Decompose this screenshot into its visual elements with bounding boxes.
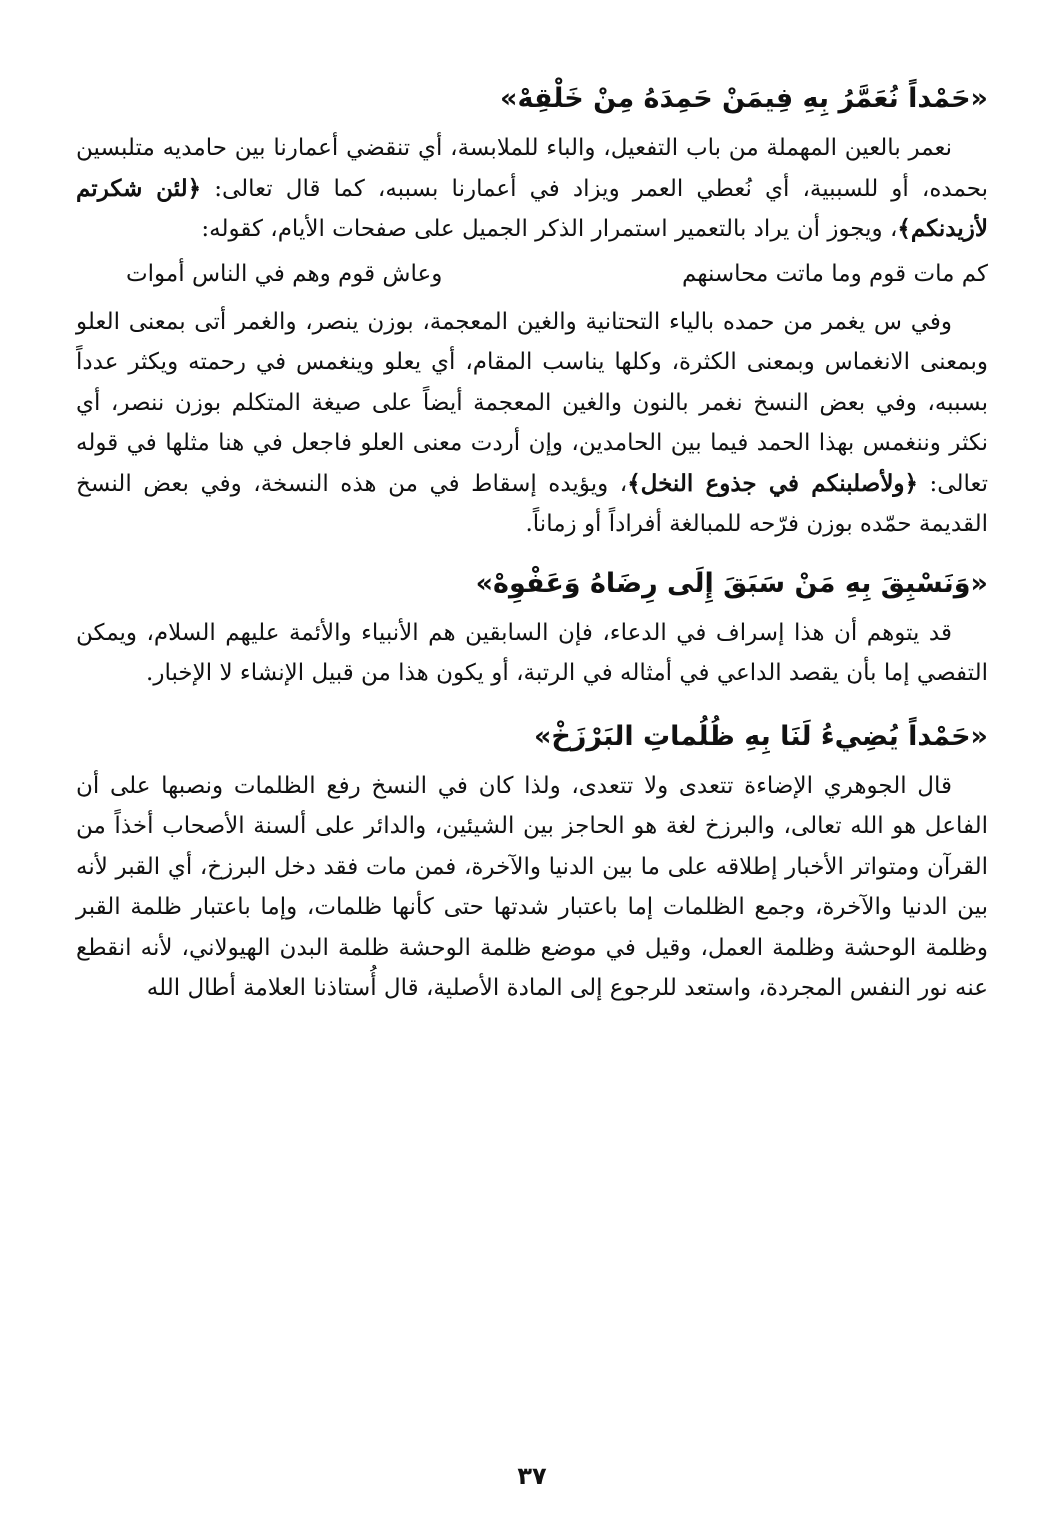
document-page bbox=[76, 70, 988, 1490]
text-run: نعمر بالعين المهملة من باب التفعيل، والباء للملابسة، أي تنقضي أعمارنا بين حامديه متلبسين بحمده، أو للسببية، أي نُعطي العمر ويزاد في أعمارنا بسببه، كما قال تعالى: bbox=[76, 135, 988, 202]
section-heading-barzakh: «حَمْداً يُضِيءُ لَنَا بِهِ ظُلُماتِ البَرْزَخْ» bbox=[533, 720, 988, 752]
quran-verse: ﴿ولأصلبنكم في جذوع النخل﴾ bbox=[627, 469, 919, 497]
poem-second-hemistich: وعاش قوم وهم في الناس أموات bbox=[126, 260, 443, 287]
text-run: ، ويجوز أن يراد بالتعمير استمرار الذكر الجميل على صفحات الأيام، كقوله: bbox=[201, 216, 898, 242]
paragraph-lifespan bbox=[76, 128, 988, 250]
poem-first-hemistich: كم مات قوم وما ماتت محاسنهم bbox=[682, 260, 988, 287]
section-heading-racing: «وَنَسْبِقَ بِهِ مَنْ سَبَقَ إِلَى رِضَاهُ وَعَفْوِهْ» bbox=[475, 567, 988, 599]
paragraph-barzakh: قال الجوهري الإضاءة تتعدى ولا تتعدى، ولذا كان في النسخ رفع الظلمات ونصبها على أن الفاعل هو الله تعالى، والبرزخ لغة هو الحاجز بين الشيئين، والدائر على ألسنة الأصحاب أخذاً من القرآن ومتواتر الأخبار إطلاقه على ما بين الدنيا والآخرة، فمن مات فقد دخل البرزخ، أي القبر لأنه بين الدنيا والآخرة، وجمع الظلمات إما باعتبار شدتها حتى كأنها ظلمات، وإما باعتبار ظلمة القبر وظلمة الوحشة وظلمة العمل، وقيل في موضع ظلمة الوحشة ظلمة البدن الهيولاني، لأنه انقطع عنه نور النفس المجردة، واستعد للرجوع إلى المادة الأصلية، قال أُستاذنا العلامة أطال الله bbox=[76, 772, 988, 1001]
spacer bbox=[76, 694, 988, 708]
page-number: ٣٧ bbox=[517, 1462, 547, 1490]
paragraph-racing: قد يتوهم أن هذا إسراف في الدعاء، فإن السابقين هم الأنبياء والأئمة عليهم السلام، ويمكن التفصي إما بأن يقصد الداعي في أمثاله في الرتبة، أو يكون هذا من قبيل الإنشاء لا الإخبار. bbox=[76, 619, 988, 686]
section-heading-praise-lifespan: «حَمْداً نُعَمَّرُ بِهِ فِيمَنْ حَمِدَهُ مِنْ خَلْقِهْ» bbox=[500, 83, 988, 114]
poem-verse bbox=[76, 250, 988, 302]
text-run: ، ويؤيده إسقاط في من هذه النسخة، وفي بعض النسخ القديمة حمّده بوزن فرّحه للمبالغة أفراداً أو زماناً. bbox=[76, 470, 988, 537]
text-run: وفي س يغمر من حمده بالياء التحتانية والغين المعجمة، بوزن ينصر، والغمر أتى بمعنى العلو وبمعنى الانغماس وبمعنى الكثرة، وكلها يناسب المقام، أي يعلو وينغمس في رحمته ويكثر عدداً بسببه، وفي بعض النسخ نغمر بالنون والغين المعجمة أيضاً على صيغة المتكلم بوزن ننصر، أي نكثر وننغمس بهذا الحمد فيما بين الحامدين، وإن أردت معنى العلو فاجعل في هنا مثلها في قوله تعالى: bbox=[76, 308, 988, 497]
paragraph-yaghmur bbox=[76, 302, 988, 545]
quran-verse: ﴿لئن شكرتم لأزيدنكم﴾ bbox=[76, 174, 988, 242]
spacer bbox=[76, 545, 988, 555]
